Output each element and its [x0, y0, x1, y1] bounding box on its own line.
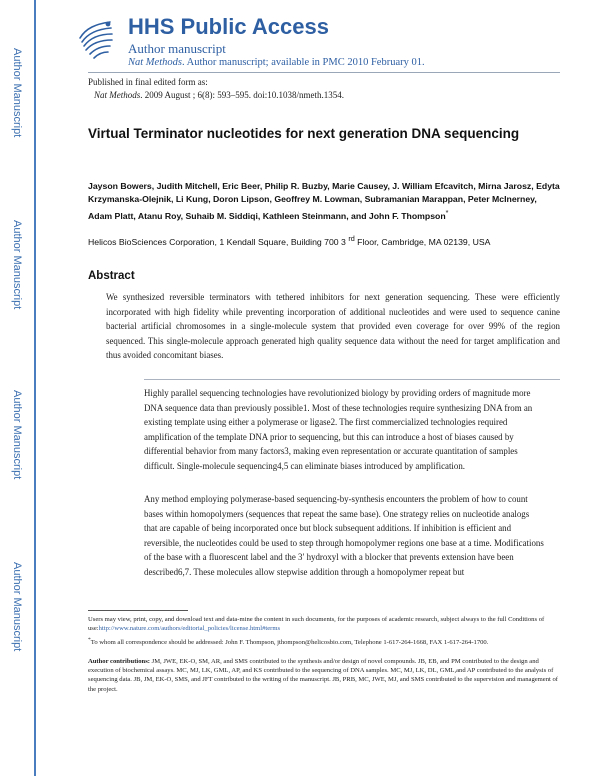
abstract-text: We synthesized reversible terminators with tethered inhibitors for next generation sequencing. These were efficiently incorporated with high fidelity while preventing incorporation of additional nucleotides and were used to sequence canine bacterial artificial chromosomes in a single-molecule system that provided even coverage for over 99% of the region sequenced. This single-molecule approach generated high quality sequence data without the need for target amplification and thus avoided concomitant biases. — [106, 292, 560, 360]
author-footnote-marker[interactable]: * — [445, 208, 449, 218]
citation-line — [94, 90, 344, 100]
affiliation-text: Helicos BioSciences Corporation, 1 Kendall Square, Building 700 3 — [88, 236, 346, 247]
contributions-text: JM, JWE, EK-O, SM, AR, and SMS contributed to the synthesis and/or design of novel compounds. JB, EB, and PM contributed to the design and execution of biochemical assays. MC, MJ, LK, GML, AP, and KS contributed to the sequencing of DNA samples. MC, MJ, LK, DL, GML,and AP contributed to the analysis of sequencing data. JB, JM, EK-O, SMS, and JFT contributed to the writing of the manuscript. JB, PRB, MC, JWE, MJ, and SMS contributed to the supervision and management of the project. — [88, 658, 559, 693]
sidebar-label-2: Author Manuscript — [11, 220, 23, 310]
sidebar-label-3: Author Manuscript — [11, 390, 23, 480]
sidebar-rule — [34, 0, 36, 776]
author-list — [88, 180, 560, 224]
terms-link[interactable]: http://www.nature.com/authors/editorial_policies/license.html#terms — [98, 625, 281, 633]
correspondence-footnote — [88, 636, 560, 647]
citation-text: . 2009 August ; 6(8): 593–595. doi:10.1038/nmeth.1354. — [140, 90, 344, 100]
availability-line — [128, 57, 425, 68]
correspondence-marker: * — [88, 637, 91, 643]
body-divider — [144, 379, 560, 380]
article-title: Virtual Terminator nucleotides for next generation DNA sequencing — [88, 126, 520, 141]
correspondence-text: To whom all correspondence should be addressed: John F. Thompson, jthompson@helicosbio.com, Telephone 1-617-264-1668, FAX 1-617-264-1700. — [90, 639, 489, 647]
footnote-divider — [88, 610, 188, 611]
hhs-eagle-icon — [76, 18, 116, 62]
sidebar-label-1: Author Manuscript — [11, 48, 23, 138]
sidebar-label-4: Author Manuscript — [11, 562, 23, 652]
terms-footnote — [88, 615, 560, 633]
body-paragraph-2: Any method employing polymerase-based sequencing-by-synthesis encounters the problem of how to count bases within homopolymers (sequences that repeat the same base). One strategy relies on nucleotide analogs that are capable of being incorporated once but block subsequent additions. If inhibition is efficient and reversible, the nucleotides could be used to step through homopolymer regions one base at a time. Modifications of the base with a fluorescent label and the 3′ hydroxyl with a blocker that prevents extension have been described6,7. These molecules allow stepwise addition through a homopolymer repeat but — [144, 494, 544, 577]
page-title: HHS Public Access — [128, 14, 329, 39]
abstract-heading: Abstract — [88, 270, 135, 282]
citation-journal: Nat Methods — [94, 90, 141, 100]
terms-text: Users may view, print, copy, and download text and data-mine the content in such documents, for the purposes of academic research, subject always to the full Conditions of use: — [88, 616, 545, 633]
affiliation-superscript: rd — [348, 234, 355, 243]
authors-text: Jayson Bowers, Judith Mitchell, Eric Beer, Philip R. Buzby, Marie Causey, J. William Efcavitch, Mirna Jarosz, Edyta Krzymanska-Olejnik, Li Kung, Doron Lipson, Geoffrey M. Lowman, Subramanian Marappan, Peter McInerney, Adam Platt, Atanu Roy, Suhaib M. Siddiqi, Kathleen Steinmann, and John F. Thompson — [88, 181, 560, 222]
contributions-label: Author contributions: — [88, 658, 150, 665]
journal-name: Nat Methods — [128, 57, 182, 68]
body-paragraph-1: Highly parallel sequencing technologies have revolutionized biology by providing orders of magnitude more DNA sequence data than previously possible1. Most of these technologies require synthesizing DNA from an existing template using either a polymerase or ligase2. The first commercialized technologies required amplification of the template DNA prior to sequencing, but this can introduce a host of biases caused by differential behavior from many factors3, making even representation or accurate quantitation of samples difficult. Single-molecule sequencing4,5 can eliminate biases introduced by amplification. — [144, 388, 533, 471]
affiliation-text-end: Floor, Cambridge, MA 02139, USA — [354, 236, 491, 247]
affiliation — [88, 232, 560, 249]
manuscript-type: Author manuscript — [128, 41, 226, 56]
availability-text: . Author manuscript; available in PMC 2010 February 01. — [181, 57, 425, 68]
contributions-footnote — [88, 657, 560, 694]
published-label: Published in final edited form as: — [88, 77, 208, 87]
header-divider — [88, 72, 560, 73]
